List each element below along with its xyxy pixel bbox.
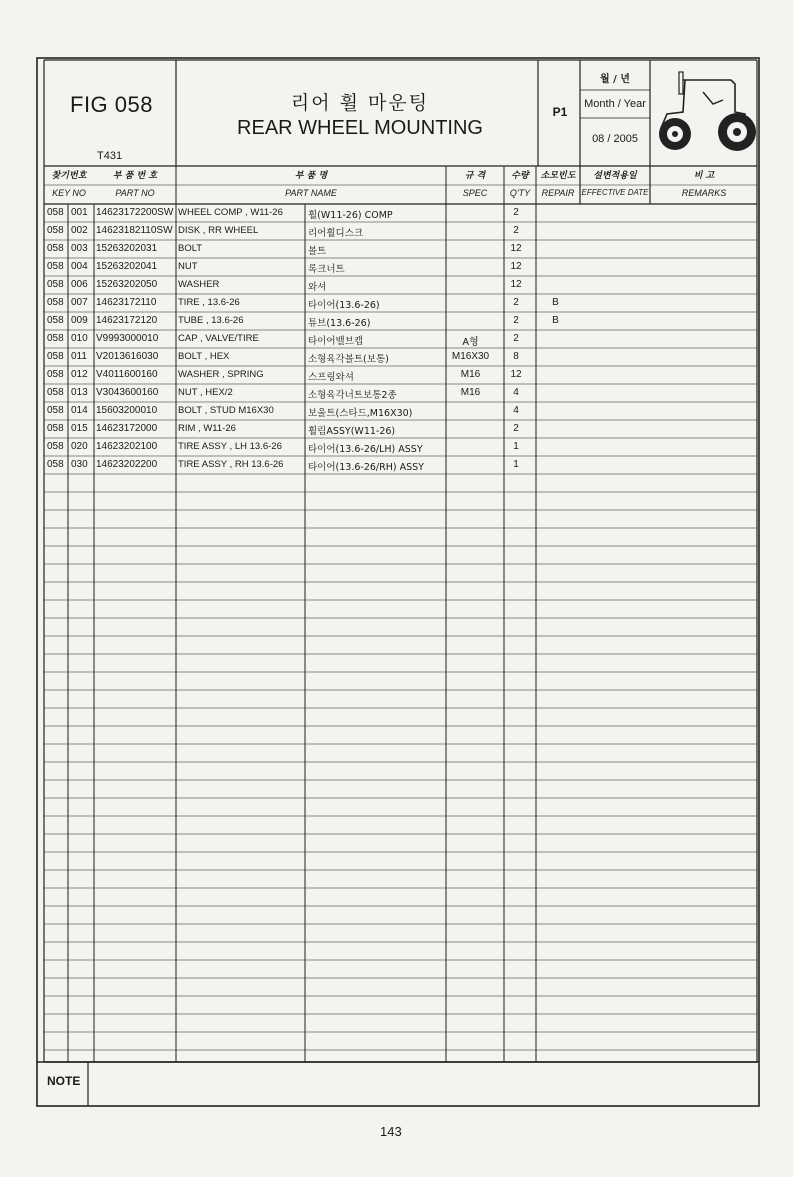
key-number-cell: 007 bbox=[71, 297, 88, 308]
part-number-cell: 14623172000 bbox=[96, 423, 158, 434]
part-name-korean-cell: 소형육각볼트(보통) bbox=[308, 354, 389, 365]
date-caption: Month / Year bbox=[584, 98, 646, 110]
column-header-remarks-ko: 비 고 bbox=[693, 171, 715, 181]
part-number-cell: 14623172120 bbox=[96, 315, 158, 326]
part-name-cell: DISK , RR WHEEL bbox=[178, 225, 259, 236]
model-code: T431 bbox=[97, 150, 123, 162]
fig-number-cell: 058 bbox=[47, 405, 64, 416]
page-title-korean: 리어 휠 마운팅 bbox=[290, 92, 430, 114]
quantity-cell: 2 bbox=[513, 315, 519, 326]
column-header-part: PART NO bbox=[115, 188, 155, 198]
key-number-cell: 002 bbox=[71, 225, 88, 236]
table-row bbox=[44, 240, 757, 258]
fig-number-cell: 058 bbox=[47, 441, 64, 452]
part-name-korean-cell: 볼트 bbox=[308, 246, 327, 257]
key-number-cell: 020 bbox=[71, 441, 88, 452]
part-name-korean-cell: 타이어(13.6-26/RH) ASSY bbox=[308, 462, 424, 473]
page-number: 143 bbox=[380, 1124, 402, 1139]
column-header-effective-ko: 설변적용일 bbox=[593, 171, 637, 181]
fig-number-cell: 058 bbox=[47, 333, 64, 344]
part-name-cell: NUT bbox=[178, 261, 198, 272]
part-name-cell: BOLT bbox=[178, 243, 203, 254]
fig-number-cell: 058 bbox=[47, 207, 64, 218]
table-row bbox=[44, 204, 757, 222]
part-name-cell: TUBE , 13.6-26 bbox=[178, 315, 244, 326]
part-name-cell: WASHER bbox=[178, 279, 220, 290]
quantity-cell: 2 bbox=[513, 423, 519, 434]
table-row bbox=[44, 420, 757, 438]
table-row bbox=[44, 438, 757, 456]
fig-number-cell: 058 bbox=[47, 423, 64, 434]
part-name-korean-cell: 스프링와셔 bbox=[308, 372, 354, 383]
table-row bbox=[44, 456, 757, 474]
key-number-cell: 010 bbox=[71, 333, 88, 344]
column-header-key: KEY NO bbox=[52, 188, 86, 198]
tractor-icon bbox=[653, 70, 758, 162]
column-header-spec: SPEC bbox=[462, 188, 488, 198]
key-number-cell: 012 bbox=[71, 369, 88, 380]
quantity-cell: 12 bbox=[510, 261, 522, 272]
column-header-qty: Q'TY bbox=[509, 188, 531, 198]
column-header-remarks: REMARKS bbox=[681, 188, 727, 198]
part-name-cell: BOLT , STUD M16X30 bbox=[178, 405, 274, 416]
fig-number-cell: 058 bbox=[47, 315, 64, 326]
date-caption-korean: 월 / 년 bbox=[600, 74, 630, 85]
table-row bbox=[44, 384, 757, 402]
part-number-cell: V4011600160 bbox=[96, 369, 158, 380]
key-number-cell: 030 bbox=[71, 459, 88, 470]
spec-cell: M16 bbox=[460, 387, 481, 398]
key-number-cell: 001 bbox=[71, 207, 88, 218]
table-row bbox=[44, 348, 757, 366]
quantity-cell: 12 bbox=[510, 279, 522, 290]
key-number-cell: 003 bbox=[71, 243, 88, 254]
quantity-cell: 4 bbox=[513, 405, 519, 416]
quantity-cell: 1 bbox=[513, 441, 519, 452]
key-number-cell: 013 bbox=[71, 387, 88, 398]
part-number-cell: 15263202041 bbox=[96, 261, 158, 272]
quantity-cell: 12 bbox=[510, 243, 522, 254]
part-number-cell: 15603200010 bbox=[96, 405, 158, 416]
fig-number-cell: 058 bbox=[47, 369, 64, 380]
key-number-cell: 015 bbox=[71, 423, 88, 434]
part-name-korean-cell: 소형육각너트보통2종 bbox=[308, 390, 397, 401]
key-number-cell: 009 bbox=[71, 315, 88, 326]
fig-number-cell: 058 bbox=[47, 279, 64, 290]
quantity-cell: 2 bbox=[513, 207, 519, 218]
quantity-cell: 2 bbox=[513, 297, 519, 308]
key-number-cell: 004 bbox=[71, 261, 88, 272]
key-number-cell: 006 bbox=[71, 279, 88, 290]
part-name-cell: RIM , W11-26 bbox=[178, 423, 236, 434]
page-title: REAR WHEEL MOUNTING bbox=[237, 117, 483, 139]
table-row bbox=[44, 366, 757, 384]
part-number-cell: 14623172200SW bbox=[96, 207, 174, 218]
key-number-cell: 014 bbox=[71, 405, 88, 416]
part-name-korean-cell: 와셔 bbox=[308, 282, 327, 293]
part-name-korean-cell: 록크너트 bbox=[308, 264, 345, 275]
column-header-repair: REPAIR bbox=[541, 188, 575, 198]
part-name-korean-cell: 타이어밸브캡 bbox=[308, 336, 364, 347]
fig-number-cell: 058 bbox=[47, 351, 64, 362]
part-name-korean-cell: 보울트(스타드,M16X30) bbox=[308, 408, 413, 419]
part-number-cell: V9993000010 bbox=[96, 333, 159, 344]
page-code: P1 bbox=[552, 105, 568, 119]
repair-cell: B bbox=[552, 297, 559, 308]
column-header-repair-ko: 소모빈도 bbox=[540, 171, 576, 181]
column-header-effective: EFFECTIVE DATE bbox=[581, 188, 649, 197]
column-header-part-ko: 부 품 번 호 bbox=[112, 171, 158, 181]
part-name-korean-cell: 타이어(13.6-26) bbox=[308, 300, 380, 311]
table-row bbox=[44, 222, 757, 240]
part-number-cell: 14623172110 bbox=[96, 297, 157, 308]
part-name-cell: TIRE ASSY , LH 13.6-26 bbox=[178, 441, 282, 452]
fig-number-cell: 058 bbox=[47, 225, 64, 236]
column-header-key-ko: 찾기번호 bbox=[51, 171, 87, 181]
key-number-cell: 011 bbox=[71, 351, 87, 362]
part-name-korean-cell: 튜브(13.6-26) bbox=[308, 318, 371, 329]
table-row bbox=[44, 276, 757, 294]
part-name-cell: TIRE ASSY , RH 13.6-26 bbox=[178, 459, 284, 470]
part-name-korean-cell: 휠림ASSY(W11-26) bbox=[308, 426, 396, 437]
table-row bbox=[44, 330, 757, 348]
quantity-cell: 2 bbox=[513, 333, 519, 344]
table-row bbox=[44, 312, 757, 330]
table-row bbox=[44, 258, 757, 276]
part-number-cell: V2013616030 bbox=[96, 351, 159, 362]
column-header-qty-ko: 수량 bbox=[511, 171, 529, 181]
column-header-spec-ko: 규 격 bbox=[464, 171, 486, 181]
part-name-cell: WASHER , SPRING bbox=[178, 369, 264, 380]
issue-date: 08 / 2005 bbox=[592, 133, 638, 145]
part-name-cell: TIRE , 13.6-26 bbox=[178, 297, 240, 308]
figure-number: FIG 058 bbox=[70, 92, 153, 117]
spec-cell: A형 bbox=[462, 337, 479, 348]
part-name-korean-cell: 휠(W11-26) COMP bbox=[308, 210, 393, 221]
repair-cell: B bbox=[552, 315, 559, 326]
column-header-name: PART NAME bbox=[285, 188, 337, 198]
quantity-cell: 1 bbox=[513, 459, 519, 470]
table-row bbox=[44, 402, 757, 420]
fig-number-cell: 058 bbox=[47, 297, 64, 308]
quantity-cell: 12 bbox=[510, 369, 522, 380]
fig-number-cell: 058 bbox=[47, 459, 64, 470]
part-name-cell: BOLT , HEX bbox=[178, 351, 230, 362]
part-number-cell: 14623202100 bbox=[96, 441, 158, 452]
quantity-cell: 8 bbox=[513, 351, 519, 362]
part-name-cell: NUT , HEX/2 bbox=[178, 387, 233, 398]
part-name-korean-cell: 리어휠디스크 bbox=[308, 228, 364, 239]
part-name-korean-cell: 타이어(13.6-26/LH) ASSY bbox=[308, 444, 423, 455]
part-number-cell: 15263202050 bbox=[96, 279, 158, 290]
fig-number-cell: 058 bbox=[47, 261, 64, 272]
note-label: NOTE bbox=[47, 1074, 81, 1088]
fig-number-cell: 058 bbox=[47, 387, 64, 398]
part-number-cell: 14623202200 bbox=[96, 459, 158, 470]
part-number-cell: 15263202031 bbox=[96, 243, 158, 254]
table-row bbox=[44, 294, 757, 312]
spec-cell: M16 bbox=[460, 369, 481, 380]
column-header-name-ko: 부 품 명 bbox=[294, 171, 328, 181]
part-name-cell: CAP , VALVE/TIRE bbox=[178, 333, 259, 344]
quantity-cell: 2 bbox=[513, 225, 519, 236]
part-number-cell: V3043600160 bbox=[96, 387, 159, 398]
part-number-cell: 14623182110SW bbox=[96, 225, 173, 236]
part-name-cell: WHEEL COMP , W11-26 bbox=[178, 207, 283, 218]
fig-number-cell: 058 bbox=[47, 243, 64, 254]
quantity-cell: 4 bbox=[513, 387, 519, 398]
spec-cell: M16X30 bbox=[451, 351, 490, 362]
